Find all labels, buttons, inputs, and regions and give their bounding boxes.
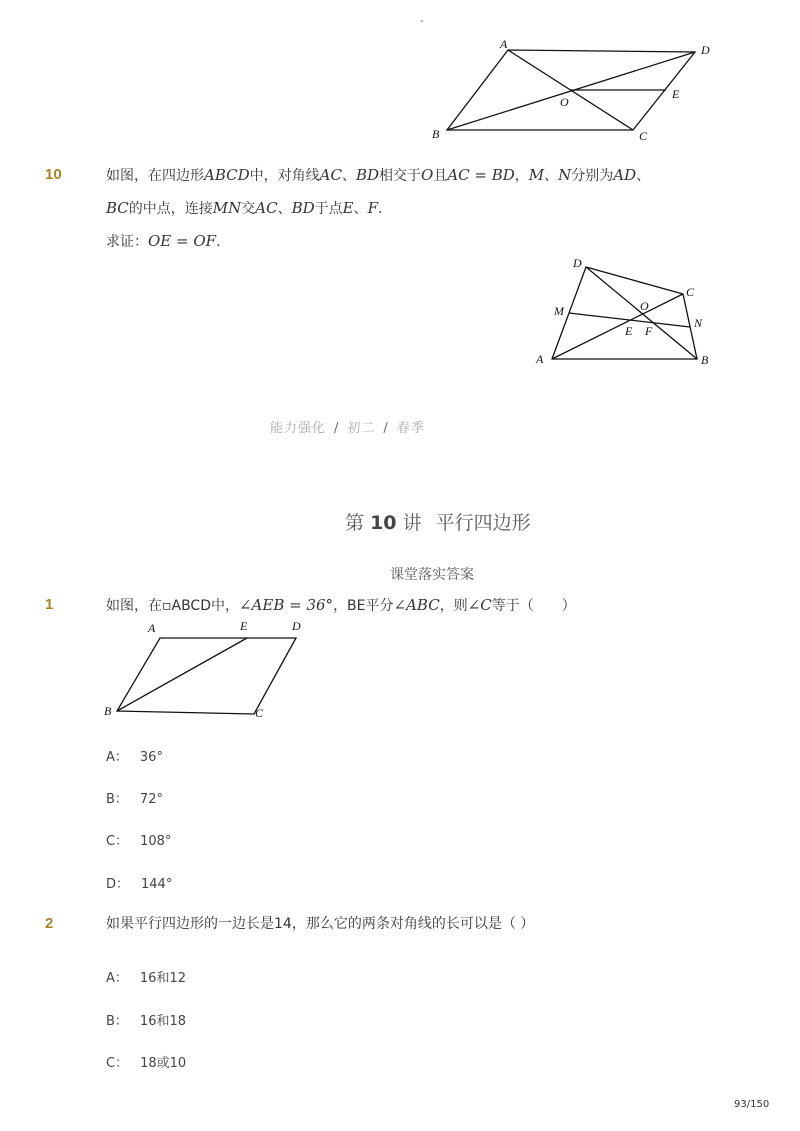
label-C: C bbox=[686, 285, 695, 299]
q2-option-b[interactable] bbox=[106, 1010, 186, 1029]
q1-option-a[interactable] bbox=[106, 746, 163, 765]
math-expression: OE = OF bbox=[148, 232, 217, 250]
question-10-line-2 bbox=[106, 197, 726, 220]
math-expression: AC bbox=[255, 199, 278, 217]
lecture-prefix: 第 bbox=[345, 512, 365, 534]
text-segment: 如图，在▫ABCD中， bbox=[106, 598, 239, 614]
option-value: 16和18 bbox=[139, 1014, 187, 1029]
top-mark: - bbox=[420, 16, 424, 27]
label-C: C bbox=[255, 706, 264, 720]
label-D: D bbox=[701, 43, 710, 57]
label-C: C bbox=[639, 129, 648, 143]
question-10-number: 10 bbox=[45, 166, 62, 183]
option-letter: C： bbox=[106, 834, 129, 849]
question-10-line-1 bbox=[106, 164, 726, 187]
option-letter: B： bbox=[106, 1014, 128, 1029]
text-segment: . bbox=[378, 201, 383, 217]
question-1-number: 1 bbox=[45, 596, 54, 613]
math-expression: F bbox=[367, 199, 379, 217]
figure-parallelogram-top bbox=[420, 30, 730, 150]
label-B: B bbox=[701, 353, 709, 367]
text-segment: 、 bbox=[341, 168, 356, 184]
text-segment: . bbox=[216, 234, 221, 250]
math-expression: BD bbox=[355, 166, 380, 184]
question-10-text bbox=[106, 164, 726, 253]
option-letter: B： bbox=[106, 792, 128, 807]
math-expression: AC bbox=[319, 166, 342, 184]
footer-separator: / bbox=[334, 421, 340, 436]
math-expression: AC = BD bbox=[447, 166, 515, 184]
text-segment: 相交于 bbox=[379, 168, 422, 184]
label-O: O bbox=[560, 95, 569, 109]
text-segment: ， bbox=[514, 168, 529, 184]
math-expression: N bbox=[558, 166, 572, 184]
math-expression: M bbox=[528, 166, 545, 184]
text-segment: 交 bbox=[241, 201, 256, 217]
text-segment: 于点 bbox=[314, 201, 343, 217]
q2-option-a[interactable] bbox=[106, 967, 186, 986]
section-subtitle: 课堂落实答案 bbox=[390, 567, 474, 583]
math-expression: O bbox=[421, 166, 434, 184]
text-segment: 、 bbox=[544, 168, 559, 184]
option-value: 108° bbox=[140, 834, 172, 849]
label-B: B bbox=[432, 127, 440, 141]
text-segment: 如图，在四边形 bbox=[106, 168, 204, 184]
figure-quadrilateral-q10 bbox=[530, 252, 720, 372]
text-segment: 且 bbox=[433, 168, 448, 184]
question-2-number: 2 bbox=[45, 915, 54, 932]
math-expression: MN bbox=[212, 199, 242, 217]
math-expression: AD bbox=[613, 166, 637, 184]
math-expression: ∠ABC bbox=[393, 596, 440, 614]
label-E: E bbox=[625, 324, 633, 338]
label-E: E bbox=[672, 87, 680, 101]
label-F: F bbox=[645, 324, 653, 338]
label-O: O bbox=[640, 299, 649, 313]
question-1-text bbox=[106, 594, 726, 617]
option-letter: D： bbox=[106, 877, 130, 892]
lecture-number: 10 bbox=[370, 512, 397, 534]
text-segment: 、 bbox=[277, 201, 292, 217]
option-value: 72° bbox=[139, 792, 163, 807]
footer-grade: 初二 bbox=[347, 421, 376, 436]
q1-option-c[interactable] bbox=[106, 830, 171, 849]
text-segment: 等于（ ） bbox=[491, 598, 576, 614]
math-expression: BC bbox=[106, 199, 129, 217]
math-expression: ∠AEB = 36° bbox=[238, 596, 334, 614]
math-expression: E bbox=[342, 199, 354, 217]
page-indicator: 93/150 bbox=[734, 1099, 770, 1110]
label-E: E bbox=[240, 619, 248, 633]
footer-season: 春季 bbox=[396, 421, 425, 436]
label-A: A bbox=[148, 621, 156, 635]
lecture-title bbox=[345, 508, 531, 535]
label-B: B bbox=[104, 704, 112, 718]
option-letter: A： bbox=[106, 971, 128, 986]
label-A: A bbox=[500, 37, 508, 51]
math-expression: BD bbox=[291, 199, 315, 217]
label-A: A bbox=[536, 352, 544, 366]
option-letter: A： bbox=[106, 750, 128, 765]
text-segment: 、 bbox=[353, 201, 368, 217]
option-value: 144° bbox=[141, 877, 173, 892]
option-value: 18或10 bbox=[140, 1056, 187, 1071]
page-footer bbox=[270, 417, 425, 436]
text-segment: 分别为 bbox=[571, 168, 614, 184]
footer-series: 能力强化 bbox=[270, 421, 327, 436]
q2-option-c[interactable] bbox=[106, 1052, 186, 1071]
label-D: D bbox=[292, 619, 301, 633]
option-value: 36° bbox=[139, 750, 163, 765]
math-expression: ABCD bbox=[204, 166, 250, 184]
label-M: M bbox=[554, 304, 564, 318]
text-segment: 求证： bbox=[106, 234, 148, 250]
text-segment: 中，对角线 bbox=[249, 168, 320, 184]
question-10-line-3 bbox=[106, 230, 726, 253]
text-segment: 、 bbox=[636, 168, 651, 184]
figure-parallelogram-q1 bbox=[100, 616, 320, 724]
label-N: N bbox=[694, 316, 703, 330]
lecture-suffix: 讲 bbox=[402, 512, 422, 534]
math-expression: ∠C bbox=[467, 596, 492, 614]
text-segment: ，BE平分 bbox=[333, 598, 394, 614]
text-segment: ，则 bbox=[439, 598, 468, 614]
q1-option-d[interactable] bbox=[106, 873, 172, 892]
question-2-text: 如果平行四边形的一边长是14，那么它的两条对角线的长可以是（ ） bbox=[106, 916, 535, 932]
option-letter: C： bbox=[106, 1056, 129, 1071]
label-D: D bbox=[573, 256, 582, 270]
footer-separator: / bbox=[383, 421, 389, 436]
text-segment: 的中点，连接 bbox=[128, 201, 213, 217]
option-value: 16和12 bbox=[139, 971, 186, 986]
q1-option-b[interactable] bbox=[106, 788, 163, 807]
lecture-name: 平行四边形 bbox=[435, 512, 531, 534]
